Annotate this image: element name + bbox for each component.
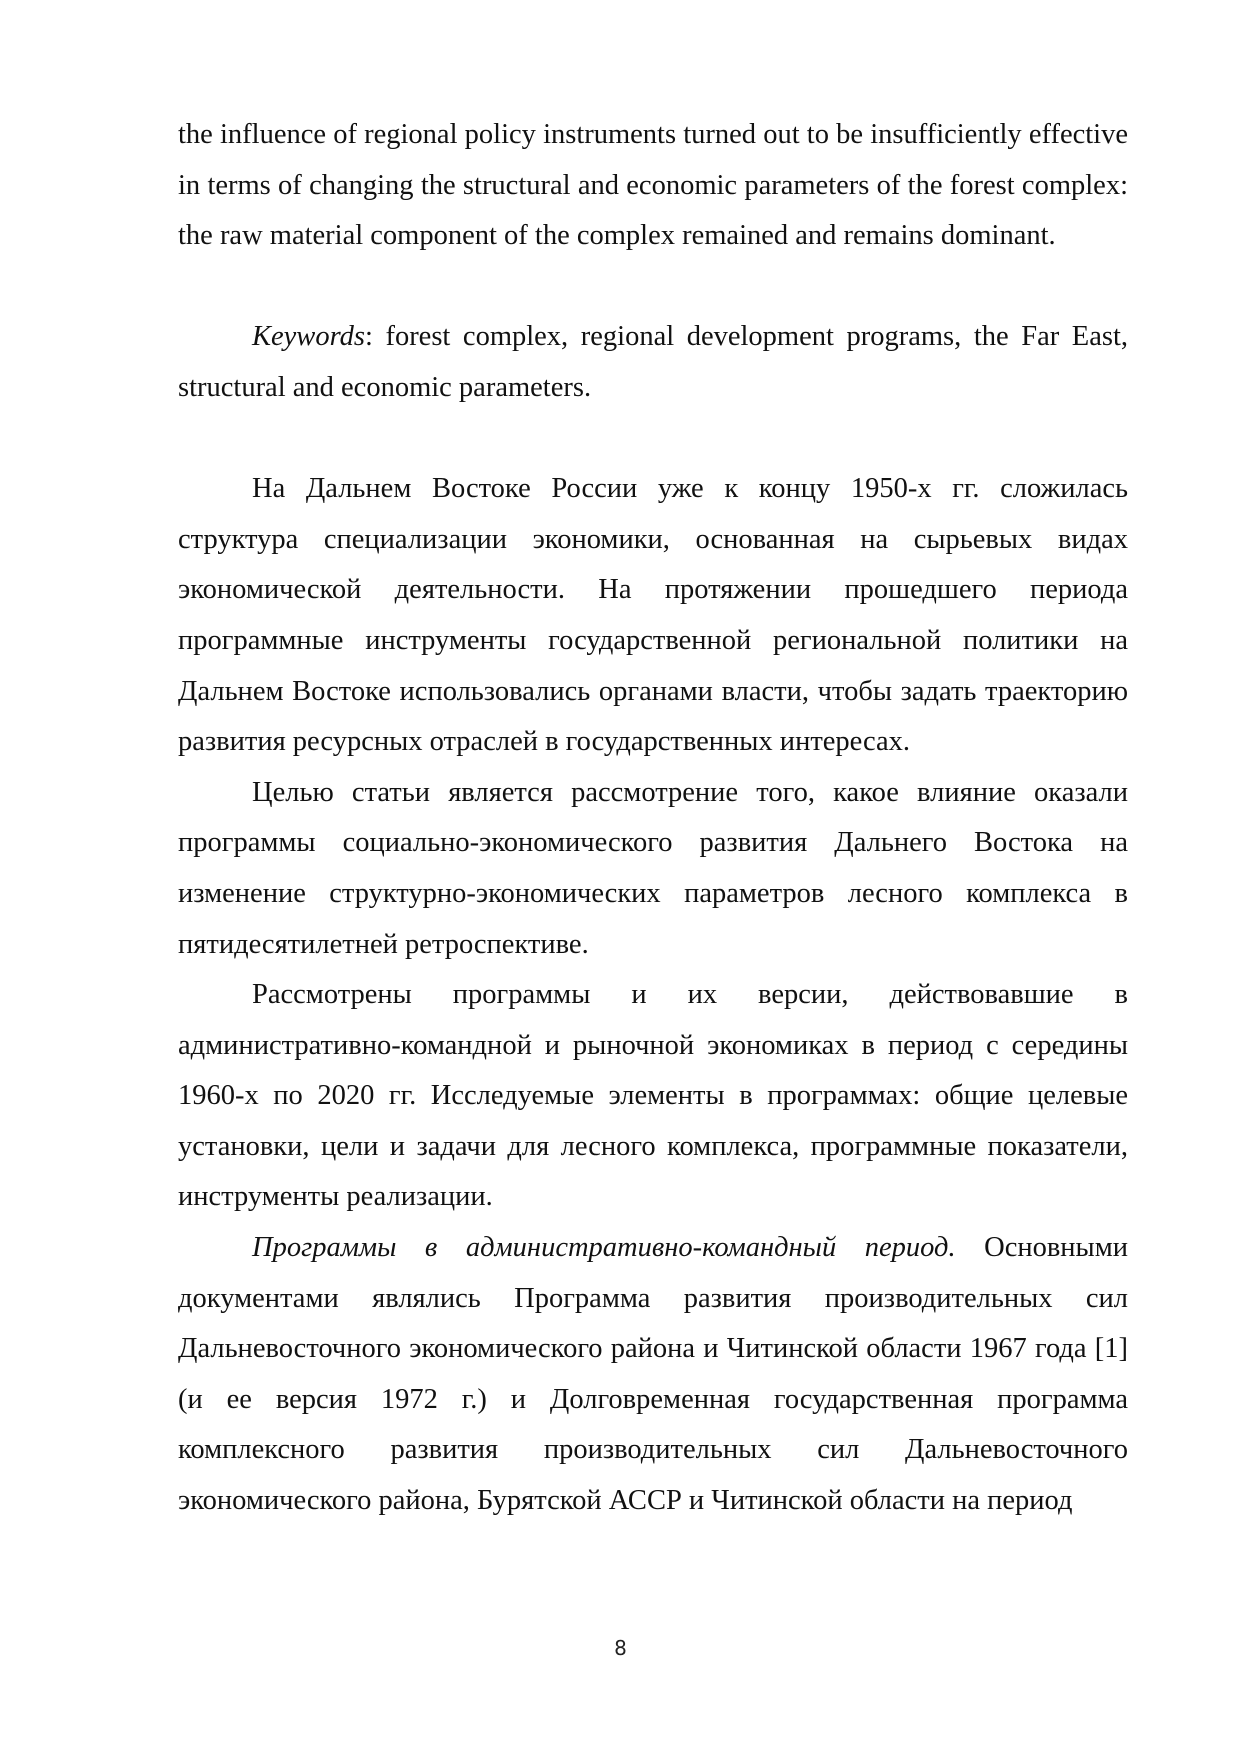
section-heading-italic: Программы в административно-командный период. bbox=[252, 1232, 956, 1264]
page-number: 8 bbox=[614, 1636, 627, 1660]
abstract-end-paragraph: the influence of regional policy instruments turned out to be insufficiently effective in terms of changing the structural and economic parameters of the forest complex: the raw material component of the complex remained and remains dominant. bbox=[178, 119, 1128, 252]
body-paragraph-3: Рассмотрены программы и их версии, действовавшие в административно-командной и рыночной экономиках в период с середины 1960-х по 2020 гг. Исследуемые элементы в программах: общие целевые установки, цели и задачи для лесного комплекса, программные показатели, инструменты реализации. bbox=[178, 979, 1128, 1213]
keywords-text: : forest complex, regional development programs, the Far East, structural and economic parameters. bbox=[178, 321, 1128, 403]
body-paragraph-2: Целью статьи является рассмотрение того, какое влияние оказали программы социально-экономического развития Дальнего Востока на изменение структурно-экономических параметров лесного комплекса в пятидесятилетней ретроспективе. bbox=[178, 776, 1128, 960]
document-page bbox=[178, 110, 1128, 1527]
body-paragraph-4 bbox=[178, 1223, 1128, 1527]
keywords-label: Keywords bbox=[252, 321, 365, 353]
body-paragraph-4-text: Основными документами являлись Программа развития производительных сил Дальневосточного экономического района и Читинской области 1967 года [1] (и ее версия 1972 г.) и Долговременная государственная программа комплексного развития производительных сил Дальневосточного экономического района, Бурятской АССР и Читинской области на период bbox=[178, 1232, 1128, 1517]
keywords-paragraph bbox=[178, 312, 1128, 413]
body-paragraph-1: На Дальнем Востоке России уже к концу 1950-х гг. сложилась структура специализации экономики, основанная на сырьевых видах экономической деятельности. На протяжении прошедшего периода программные инструменты государственной региональной политики на Дальнем Востоке использовались органами власти, чтобы задать траекторию развития ресурсных отраслей в государственных интересах. bbox=[178, 473, 1128, 758]
